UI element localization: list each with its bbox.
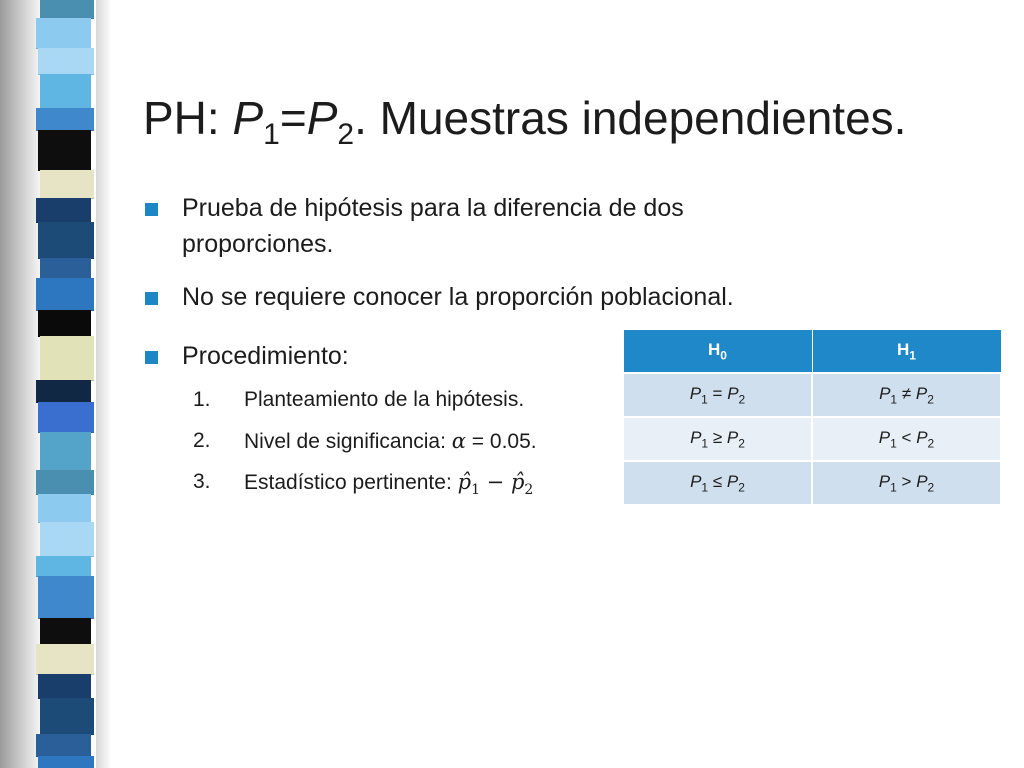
strip-block: [40, 74, 91, 109]
bullet-text: No se requiere conocer la proporción poblacional.: [182, 283, 734, 311]
strip-block: [36, 278, 94, 311]
strip-block: [40, 170, 94, 199]
step-number: 3.: [193, 470, 211, 493]
header-h1: $H_1$: [812, 330, 1001, 374]
strip-block: [40, 522, 94, 557]
step-number: 1.: [193, 388, 211, 411]
strip-block: [36, 380, 91, 403]
square-bullet-icon: [145, 292, 158, 305]
procedure-step: [193, 385, 613, 415]
strip-block: [40, 698, 94, 735]
procedure-step: [193, 426, 613, 456]
strip-block: [40, 432, 91, 471]
bullet-item: [145, 190, 825, 262]
strip-block: [38, 48, 94, 75]
table-cell: $P_1 < P_2$: [812, 417, 1001, 461]
table-cell: $P_1 \ge P_2$: [623, 417, 812, 461]
bullet-text: proporciones.: [182, 230, 334, 258]
table-row: [623, 373, 1001, 417]
table-cell: $P_1 > P_2$: [812, 461, 1001, 505]
slide-title: PH: $P_1=P_2$. Muestras independientes.: [143, 92, 907, 151]
strip-block: [40, 258, 91, 279]
table-row: [623, 417, 1001, 461]
strip-block: [38, 494, 91, 523]
strip-block: [38, 674, 91, 699]
strip-block: [36, 734, 91, 757]
strip-block: [40, 336, 94, 381]
strip-block: [36, 556, 91, 577]
hypothesis-table: [622, 329, 1002, 506]
strip-block: [38, 402, 94, 433]
bullet-item: [145, 338, 545, 374]
strip-block: [40, 0, 94, 19]
step-text: Planteamiento de la hipótesis.: [244, 388, 525, 411]
table-cell: $P_1 \ne P_2$: [812, 373, 1001, 417]
step-text: Nivel de significancia: α = 0.05.: [244, 429, 537, 453]
strip-block: [36, 108, 94, 131]
bullet-item: [145, 279, 905, 315]
table-cell: $P_1 = P_2$: [623, 373, 812, 417]
statistic-formula: $p̂_1$ − $p̂_2$: [457, 470, 534, 499]
strip-block: [36, 644, 94, 675]
bullet-text: Prueba de hipótesis para la diferencia de dos: [182, 194, 684, 222]
strip-block: [36, 470, 94, 495]
step-number: 2.: [193, 429, 211, 452]
strip-block: [38, 130, 91, 171]
strip-block: [36, 198, 91, 223]
strip-block: [38, 756, 94, 768]
strip-block: [40, 618, 91, 645]
step-text: Estadístico pertinente: $p̂_1$ − $p̂_2$: [244, 470, 534, 499]
square-bullet-icon: [145, 351, 158, 364]
header-h0: $H_0$: [623, 330, 812, 374]
strip-block: [36, 18, 91, 49]
strip-block: [38, 576, 94, 619]
table-row: [623, 461, 1001, 505]
procedure-step: [193, 467, 613, 497]
table-cell: $P_1 \le P_2$: [623, 461, 812, 505]
square-bullet-icon: [145, 203, 158, 216]
decorative-side-strip: [0, 0, 110, 768]
bullet-text: Procedimiento:: [182, 342, 349, 370]
strip-block: [38, 310, 91, 337]
strip-block: [38, 222, 94, 259]
